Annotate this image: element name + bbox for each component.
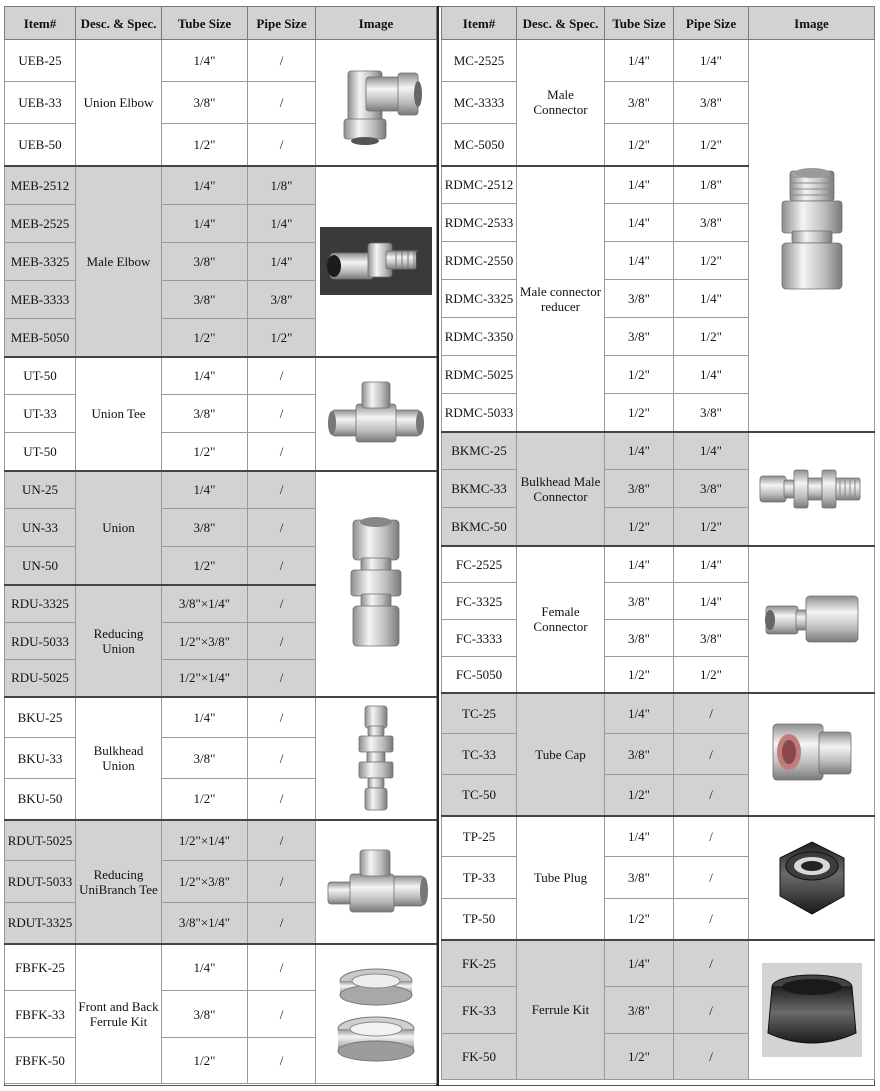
- description-cell: Reducing UniBranch Tee: [76, 820, 162, 944]
- header-item: Item#: [5, 7, 76, 40]
- pipe-size: /: [248, 82, 316, 124]
- pipe-size: /: [674, 734, 749, 775]
- pipe-size: /: [248, 433, 316, 471]
- pipe-size: 1/4": [674, 546, 749, 583]
- table-row: [442, 40, 875, 82]
- item-number: FK-33: [442, 987, 517, 1034]
- item-number: RDMC-5033: [442, 394, 517, 432]
- tube-size: 3/8": [162, 509, 248, 547]
- pipe-size: 3/8": [248, 281, 316, 319]
- pipe-size: /: [248, 660, 316, 697]
- item-number: UT-50: [5, 433, 76, 471]
- item-number: RDUT-5025: [5, 820, 76, 861]
- tube-size: 1/4": [162, 205, 248, 243]
- tube-cap-photo: [749, 693, 875, 816]
- pipe-size: /: [674, 693, 749, 734]
- table-row: [442, 432, 875, 470]
- left-header-row: [5, 7, 437, 40]
- bulkhead-union-photo: [316, 697, 437, 820]
- tube-size: 1/2": [605, 899, 674, 940]
- pipe-size: /: [248, 697, 316, 738]
- tube-plug-photo: [749, 816, 875, 940]
- tube-size: 3/8": [162, 281, 248, 319]
- pipe-size: 1/2": [674, 242, 749, 280]
- item-number: BKMC-33: [442, 470, 517, 508]
- table-row: [5, 944, 437, 991]
- tube-size: 1/4": [162, 697, 248, 738]
- item-number: TP-25: [442, 816, 517, 857]
- pipe-size: /: [248, 779, 316, 820]
- item-number: UEB-50: [5, 124, 76, 166]
- table-row: [5, 820, 437, 861]
- tube-size: 1/4": [605, 816, 674, 857]
- tube-size: 1/4": [605, 432, 674, 470]
- header-image: Image: [316, 7, 437, 40]
- item-number: BKMC-50: [442, 508, 517, 546]
- item-number: TC-33: [442, 734, 517, 775]
- left-catalog-table: [4, 6, 437, 1084]
- pipe-size: /: [674, 940, 749, 987]
- pipe-size: 1/4": [674, 356, 749, 394]
- item-number: UEB-33: [5, 82, 76, 124]
- header-image: Image: [749, 7, 875, 40]
- tube-size: 1/2": [162, 319, 248, 357]
- pipe-size: /: [674, 775, 749, 816]
- item-number: RDU-5033: [5, 623, 76, 660]
- pipe-size: 1/4": [248, 243, 316, 281]
- header-item: Item#: [442, 7, 517, 40]
- tube-size: 1/2"×3/8": [162, 861, 248, 903]
- item-number: RDUT-3325: [5, 903, 76, 944]
- tube-size: 1/4": [605, 166, 674, 204]
- tube-size: 1/4": [605, 546, 674, 583]
- description-cell: Bulkhead Male Connector: [517, 432, 605, 546]
- description-cell: Male Elbow: [76, 166, 162, 357]
- item-number: BKU-25: [5, 697, 76, 738]
- description-cell: Reducing Union: [76, 585, 162, 697]
- tube-size: 1/4": [605, 204, 674, 242]
- pipe-size: 1/2": [674, 124, 749, 166]
- item-number: TP-33: [442, 857, 517, 899]
- pipe-size: /: [674, 899, 749, 940]
- item-number: FBFK-50: [5, 1038, 76, 1084]
- pipe-size: 3/8": [674, 394, 749, 432]
- table-row: [5, 357, 437, 395]
- reducing-tee-photo: [316, 820, 437, 944]
- tube-size: 3/8": [605, 620, 674, 657]
- item-number: RDMC-5025: [442, 356, 517, 394]
- tube-size: 3/8": [605, 987, 674, 1034]
- header-pipe-size: Pipe Size: [674, 7, 749, 40]
- union-photo: [316, 471, 437, 697]
- tube-size: 3/8": [605, 318, 674, 356]
- tube-size: 1/4": [605, 693, 674, 734]
- male-elbow-photo: [316, 166, 437, 357]
- pipe-size: 1/8": [674, 166, 749, 204]
- table-row: [442, 940, 875, 987]
- pipe-size: /: [248, 357, 316, 395]
- tube-size: 3/8"×1/4": [162, 585, 248, 623]
- tube-size: 1/2": [162, 779, 248, 820]
- table-row: [5, 166, 437, 205]
- header-pipe-size: Pipe Size: [248, 7, 316, 40]
- item-number: BKU-33: [5, 738, 76, 779]
- item-number: RDMC-3325: [442, 280, 517, 318]
- description-cell: Union: [76, 471, 162, 585]
- item-number: UN-33: [5, 509, 76, 547]
- table-row: [442, 546, 875, 583]
- pipe-size: /: [248, 585, 316, 623]
- pipe-size: 1/4": [674, 583, 749, 620]
- description-cell: Front and Back Ferrule Kit: [76, 944, 162, 1084]
- item-number: MEB-3325: [5, 243, 76, 281]
- tube-size: 1/2"×3/8": [162, 623, 248, 660]
- tube-size: 1/4": [162, 471, 248, 509]
- description-cell: Male Connector: [517, 40, 605, 166]
- description-cell: Bulkhead Union: [76, 697, 162, 820]
- pipe-size: /: [248, 991, 316, 1038]
- item-number: MEB-2525: [5, 205, 76, 243]
- bulkhead-male-photo: [749, 432, 875, 546]
- tube-size: 1/2": [605, 1034, 674, 1080]
- item-number: FC-3325: [442, 583, 517, 620]
- tube-size: 1/2"×1/4": [162, 660, 248, 697]
- description-cell: Ferrule Kit: [517, 940, 605, 1080]
- item-number: MEB-2512: [5, 166, 76, 205]
- item-number: UEB-25: [5, 40, 76, 82]
- item-number: FC-2525: [442, 546, 517, 583]
- pipe-size: /: [674, 1034, 749, 1080]
- tube-size: 1/4": [162, 357, 248, 395]
- table-row: [5, 40, 437, 82]
- tube-size: 3/8": [605, 82, 674, 124]
- tube-size: 1/2": [605, 508, 674, 546]
- tube-size: 3/8": [605, 857, 674, 899]
- tube-size: 3/8": [605, 280, 674, 318]
- table-row: [5, 697, 437, 738]
- item-number: RDMC-2550: [442, 242, 517, 280]
- item-number: FK-25: [442, 940, 517, 987]
- item-number: MC-5050: [442, 124, 517, 166]
- pipe-size: 3/8": [674, 470, 749, 508]
- fittings-catalog: [4, 6, 875, 1086]
- pipe-size: /: [248, 820, 316, 861]
- tube-size: 3/8": [162, 991, 248, 1038]
- description-cell: Union Elbow: [76, 40, 162, 166]
- pipe-size: /: [248, 124, 316, 166]
- item-number: RDU-5025: [5, 660, 76, 697]
- item-number: FC-5050: [442, 657, 517, 693]
- item-number: RDMC-2533: [442, 204, 517, 242]
- tube-size: 1/2": [162, 1038, 248, 1084]
- item-number: UN-50: [5, 547, 76, 585]
- header-tube-size: Tube Size: [605, 7, 674, 40]
- item-number: MEB-5050: [5, 319, 76, 357]
- item-number: FBFK-25: [5, 944, 76, 991]
- header-desc: Desc. & Spec.: [76, 7, 162, 40]
- item-number: UT-50: [5, 357, 76, 395]
- pipe-size: /: [248, 944, 316, 991]
- ferrule-kit-photo: [749, 940, 875, 1080]
- pipe-size: 1/2": [674, 657, 749, 693]
- pipe-size: 3/8": [674, 82, 749, 124]
- pipe-size: /: [248, 1038, 316, 1084]
- description-cell: Female Connector: [517, 546, 605, 693]
- item-number: UN-25: [5, 471, 76, 509]
- item-number: TC-50: [442, 775, 517, 816]
- tube-size: 1/2"×1/4": [162, 820, 248, 861]
- item-number: RDUT-5033: [5, 861, 76, 903]
- tube-size: 3/8": [162, 738, 248, 779]
- pipe-size: /: [674, 857, 749, 899]
- header-desc: Desc. & Spec.: [517, 7, 605, 40]
- right-catalog-table: [441, 6, 875, 1080]
- item-number: RDU-3325: [5, 585, 76, 623]
- tube-size: 3/8"×1/4": [162, 903, 248, 944]
- tube-size: 3/8": [605, 470, 674, 508]
- tube-size: 1/2": [605, 124, 674, 166]
- tube-size: 1/4": [605, 242, 674, 280]
- pipe-size: 1/2": [248, 319, 316, 357]
- tube-size: 1/2": [162, 547, 248, 585]
- tube-size: 3/8": [605, 583, 674, 620]
- header-tube-size: Tube Size: [162, 7, 248, 40]
- tube-size: 3/8": [162, 82, 248, 124]
- female-connector-photo: [749, 546, 875, 693]
- union-tee-photo: [316, 357, 437, 471]
- tube-size: 1/2": [605, 394, 674, 432]
- pipe-size: /: [248, 903, 316, 944]
- tube-size: 1/4": [162, 40, 248, 82]
- item-number: MC-3333: [442, 82, 517, 124]
- tube-size: 1/2": [162, 433, 248, 471]
- pipe-size: /: [248, 471, 316, 509]
- tube-size: 1/2": [605, 356, 674, 394]
- item-number: RDMC-2512: [442, 166, 517, 204]
- pipe-size: /: [248, 623, 316, 660]
- pipe-size: /: [248, 395, 316, 433]
- tube-size: 3/8": [162, 243, 248, 281]
- tube-size: 1/2": [162, 124, 248, 166]
- tube-size: 3/8": [162, 395, 248, 433]
- description-cell: Tube Cap: [517, 693, 605, 816]
- tube-size: 1/2": [605, 657, 674, 693]
- table-row: [442, 816, 875, 857]
- description-cell: Union Tee: [76, 357, 162, 471]
- item-number: BKU-50: [5, 779, 76, 820]
- pipe-size: 1/8": [248, 166, 316, 205]
- pipe-size: /: [248, 738, 316, 779]
- pipe-size: /: [248, 547, 316, 585]
- ferrule-rings-photo: [316, 944, 437, 1084]
- item-number: FC-3333: [442, 620, 517, 657]
- pipe-size: 3/8": [674, 204, 749, 242]
- union-elbow-photo: [316, 40, 437, 166]
- description-cell: Tube Plug: [517, 816, 605, 940]
- pipe-size: /: [248, 509, 316, 547]
- pipe-size: 1/4": [674, 432, 749, 470]
- pipe-size: /: [674, 987, 749, 1034]
- pipe-size: /: [248, 861, 316, 903]
- male-connector-photo: [749, 40, 875, 432]
- tube-size: 3/8": [605, 734, 674, 775]
- item-number: RDMC-3350: [442, 318, 517, 356]
- pipe-size: 1/2": [674, 318, 749, 356]
- pipe-size: 3/8": [674, 620, 749, 657]
- pipe-size: /: [674, 816, 749, 857]
- pipe-size: /: [248, 40, 316, 82]
- item-number: FK-50: [442, 1034, 517, 1080]
- item-number: MEB-3333: [5, 281, 76, 319]
- tube-size: 1/4": [162, 944, 248, 991]
- description-cell: Male connector reducer: [517, 166, 605, 432]
- pipe-size: 1/4": [248, 205, 316, 243]
- table-row: [442, 693, 875, 734]
- table-row: [5, 471, 437, 509]
- pipe-size: 1/4": [674, 40, 749, 82]
- pipe-size: 1/2": [674, 508, 749, 546]
- tube-size: 1/4": [605, 940, 674, 987]
- right-header-row: [442, 7, 875, 40]
- item-number: UT-33: [5, 395, 76, 433]
- tube-size: 1/2": [605, 775, 674, 816]
- item-number: TP-50: [442, 899, 517, 940]
- pipe-size: 1/4": [674, 280, 749, 318]
- tube-size: 1/4": [605, 40, 674, 82]
- item-number: MC-2525: [442, 40, 517, 82]
- item-number: FBFK-33: [5, 991, 76, 1038]
- item-number: TC-25: [442, 693, 517, 734]
- tube-size: 1/4": [162, 166, 248, 205]
- item-number: BKMC-25: [442, 432, 517, 470]
